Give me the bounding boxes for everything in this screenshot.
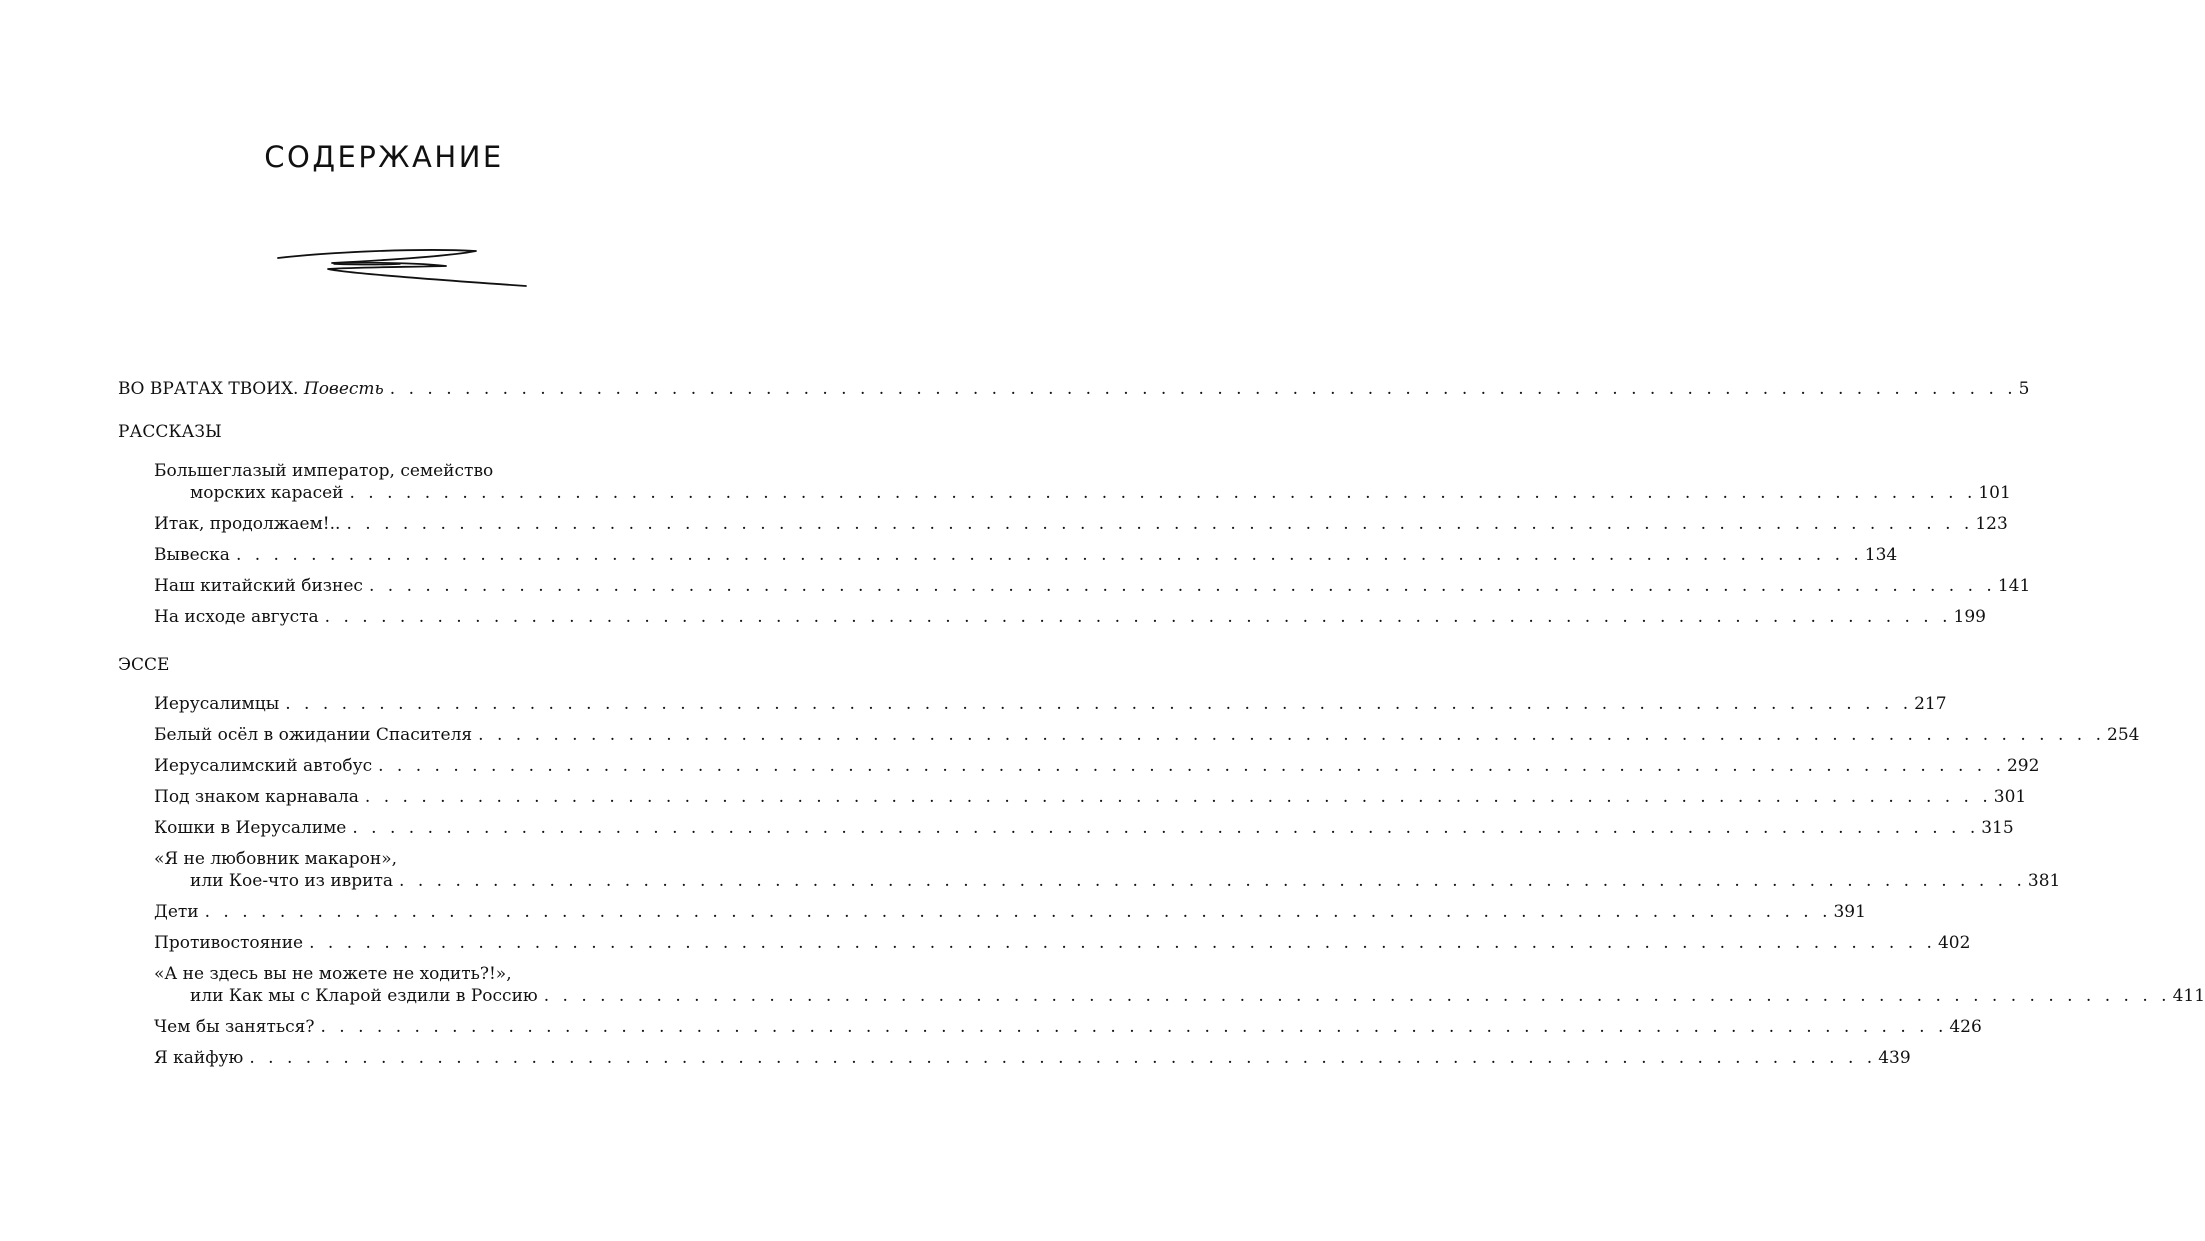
- entry-genre: Повесть: [303, 379, 384, 399]
- toc-entry[interactable]: [118, 848, 2061, 892]
- leader-dots: . . . . . . . . . . . . . . . . . . . . . . . . . . . . . . . . . . . . . . . . . . . . . . . . . . . . . . . . . . . . . . . . . . . . . . . . . . . . . . . . . . . . . . .: [399, 871, 2026, 891]
- leader-dots: . . . . . . . . . . . . . . . . . . . . . . . . . . . . . . . . . . . . . . . . . . . . . . . . . . . . . . . . . . . . . . . . . . . . . . . . . . . . . . . . . . . . . . .: [352, 818, 1980, 838]
- page-number: 292: [2006, 756, 2040, 776]
- leader-dots: . . . . . . . . . . . . . . . . . . . . . . . . . . . . . . . . . . . . . . . . . . . . . . . . . . . . . . . . . . . . . . . . . . . . . . . . . . . . . . . . . . . . . . .: [368, 576, 1996, 596]
- toc-entry-main[interactable]: [118, 378, 2030, 400]
- page-number: 254: [2107, 725, 2140, 745]
- entry-title-line1: Большеглазый император, семейство: [154, 461, 494, 481]
- leader-dots: . . . . . . . . . . . . . . . . . . . . . . . . . . . . . . . . . . . . . . . . . . . . . . . . . . . . . . . . . . . . . . . . . . . . . . . . . . . . . . . . . . . . . . .: [346, 514, 1974, 534]
- page-number: 381: [2027, 871, 2061, 891]
- page-number: 411: [2172, 986, 2205, 1006]
- page-title: СОДЕРЖАНИЕ: [264, 140, 504, 174]
- toc-entry[interactable]: [118, 786, 2027, 808]
- leader-dots: . . . . . . . . . . . . . . . . . . . . . . . . . . . . . . . . . . . . . . . . . . . . . . . . . . . . . . . . . . . . . . . . . . . . . . . . . . . . . . . . . . . . . . .: [309, 933, 1936, 953]
- entry-title-line1: «Я не любовник макарон»,: [154, 849, 398, 869]
- toc-entry[interactable]: [118, 575, 2031, 597]
- leader-dots: . . . . . . . . . . . . . . . . . . . . . . . . . . . . . . . . . . . . . . . . . . . . . . . . . . . . . . . . . . . . . . . . . . . . . . . . . . . . . . . . . . . . . . .: [320, 1017, 1948, 1037]
- entry-title: Кошки в Иерусалиме: [154, 818, 347, 838]
- leader-dots: . . . . . . . . . . . . . . . . . . . . . . . . . . . . . . . . . . . . . . . . . . . . . . . . . . . . . . . . . . . . . . . . . . . . . . . . . . . . . . . . . . . . . . .: [389, 379, 2017, 399]
- page-number: 439: [1878, 1048, 1911, 1068]
- page-number: 217: [1914, 694, 1947, 714]
- entry-title: Под знаком карнавала: [154, 787, 359, 807]
- page-number: 5: [2018, 379, 2030, 399]
- page-number: 199: [1953, 607, 1986, 627]
- leader-dots: . . . . . . . . . . . . . . . . . . . . . . . . . . . . . . . . . . . . . . . . . . . . . . . . . . . . . . . . . . . . . . . . . . . . . . . . . . . . . . . . . . . . . . .: [349, 483, 1977, 503]
- page-number: 301: [1993, 787, 2027, 807]
- scribble-ornament: [270, 238, 535, 294]
- toc-entry[interactable]: [118, 901, 1866, 923]
- leader-dots: . . . . . . . . . . . . . . . . . . . . . . . . . . . . . . . . . . . . . . . . . . . . . . . . . . . . . . . . . . . . . . . . . . . . . . . . . . . . . . . . . . . . . . .: [543, 986, 2171, 1006]
- toc-entry[interactable]: [118, 755, 2040, 777]
- leader-dots: . . . . . . . . . . . . . . . . . . . . . . . . . . . . . . . . . . . . . . . . . . . . . . . . . . . . . . . . . . . . . . . . . . . . . . . . . . . . . . . . . . . . . . .: [478, 725, 2105, 745]
- table-of-contents: [118, 378, 2205, 1069]
- page-number: 391: [1833, 902, 1866, 922]
- toc-entry[interactable]: [118, 513, 2008, 535]
- toc-entry[interactable]: [118, 544, 1898, 566]
- entry-title: Итак, продолжаем!..: [154, 514, 341, 534]
- section-heading-essays: ЭССЕ: [118, 655, 170, 675]
- leader-dots: . . . . . . . . . . . . . . . . . . . . . . . . . . . . . . . . . . . . . . . . . . . . . . . . . . . . . . . . . . . . . . . . . . . . . . . . . . . . . . . . . . . . . . .: [364, 787, 1992, 807]
- toc-entry[interactable]: [118, 1016, 1982, 1038]
- page-number: 141: [1997, 576, 2031, 596]
- page-number: 134: [1864, 545, 1898, 565]
- entry-title: Я кайфую: [154, 1048, 244, 1068]
- entry-title: Белый осёл в ожидании Спасителя: [154, 725, 473, 745]
- entry-title: или Как мы с Кларой ездили в Россию: [190, 986, 538, 1006]
- entry-title: Иерусалимский автобус: [154, 756, 373, 776]
- page-number: 426: [1949, 1017, 1982, 1037]
- page-number: 101: [1978, 483, 2011, 503]
- page-number: 315: [1981, 818, 2014, 838]
- entry-title: Противостояние: [154, 933, 304, 953]
- entry-title-line1: «А не здесь вы не можете не ходить?!»,: [154, 964, 512, 984]
- section-heading-stories: РАССКАЗЫ: [118, 422, 222, 442]
- toc-entry[interactable]: [118, 693, 1947, 715]
- entry-title: Вывеска: [154, 545, 230, 565]
- leader-dots: . . . . . . . . . . . . . . . . . . . . . . . . . . . . . . . . . . . . . . . . . . . . . . . . . . . . . . . . . . . . . . . . . . . . . . . . . . . . . . . . . . . . . . .: [378, 756, 2005, 776]
- leader-dots: . . . . . . . . . . . . . . . . . . . . . . . . . . . . . . . . . . . . . . . . . . . . . . . . . . . . . . . . . . . . . . . . . . . . . . . . . . . . . . . . . . . . . . .: [285, 694, 1913, 714]
- leader-dots: . . . . . . . . . . . . . . . . . . . . . . . . . . . . . . . . . . . . . . . . . . . . . . . . . . . . . . . . . . . . . . . . . . . . . . . . . . . . . . . . . . . . . . .: [235, 545, 1863, 565]
- entry-title: Иерусалимцы: [154, 694, 280, 714]
- leader-dots: . . . . . . . . . . . . . . . . . . . . . . . . . . . . . . . . . . . . . . . . . . . . . . . . . . . . . . . . . . . . . . . . . . . . . . . . . . . . . . . . . . . . . . .: [324, 607, 1952, 627]
- toc-entry[interactable]: [118, 724, 2140, 746]
- entry-title: Чем бы заняться?: [154, 1017, 315, 1037]
- leader-dots: . . . . . . . . . . . . . . . . . . . . . . . . . . . . . . . . . . . . . . . . . . . . . . . . . . . . . . . . . . . . . . . . . . . . . . . . . . . . . . . . . . . . . . .: [249, 1048, 1877, 1068]
- entry-title: Дети: [154, 902, 199, 922]
- page-number: 402: [1937, 933, 1971, 953]
- entry-title: или Кое-что из иврита: [190, 871, 394, 891]
- toc-entry[interactable]: [118, 817, 2014, 839]
- entry-title: ВО ВРАТАХ ТВОИХ.: [118, 379, 299, 399]
- leader-dots: . . . . . . . . . . . . . . . . . . . . . . . . . . . . . . . . . . . . . . . . . . . . . . . . . . . . . . . . . . . . . . . . . . . . . . . . . . . . . . . . . . . . . . .: [204, 902, 1832, 922]
- entry-title: На исходе августа: [154, 607, 319, 627]
- toc-entry[interactable]: [118, 963, 2205, 1007]
- toc-entry[interactable]: [118, 606, 1986, 628]
- toc-entry[interactable]: [118, 1047, 1911, 1069]
- page-number: 123: [1975, 514, 2008, 534]
- entry-title: Наш китайский бизнес: [154, 576, 363, 596]
- toc-entry[interactable]: [118, 932, 1971, 954]
- toc-entry[interactable]: [118, 460, 2011, 504]
- entry-title: морских карасей: [190, 483, 344, 503]
